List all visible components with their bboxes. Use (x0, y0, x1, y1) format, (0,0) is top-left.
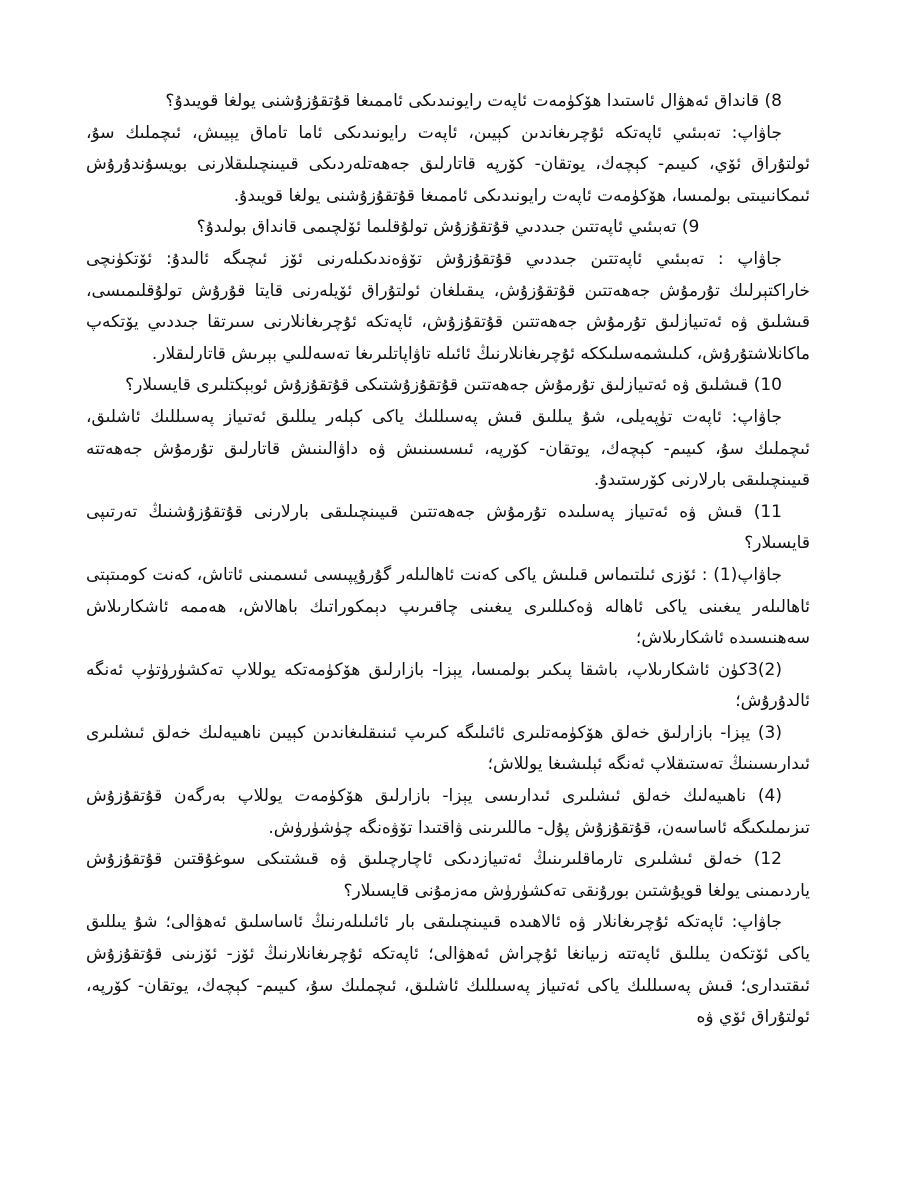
answer-10: جاۋاپ: ئاپەت تۈپەيلى، شۇ يىللىق قىش پەسىللىك ياكى كېلەر يىللىق ئەتىياز پەسىللىك ئاشلىق، ئىچملىك سۇ، كىيىم- كېچەك، يوتقان- كۆرپە، ئىسسىنىش ۋە داۋالىنىش قاتارلىق تۇرمۇش جەھەتتە قىيىنچىلىقى بارلارنى كۆرستىدۇ. (86, 406, 810, 491)
question-10: 10) قىشلىق ۋە ئەتىيازلىق تۇرمۇش جەھەتتىن قۇتقۇزۇشتىكى قۇتقۇزۇش ئوبېكتلىرى قايسىلار؟ (125, 375, 782, 396)
answer-11-step-3: (3) يېزا- بازارلىق خەلق ھۆكۈمەتلىرى ئائىلىگە كىرىپ ئىنىقلىغاندىن كېيىن ناھىيەلىك خەلق ئىشلىرى ئىدارىسىنىڭ تەستىقلاپ ئەنگە ئېلىشىغا يوللاش؛ (86, 722, 810, 775)
answer-8: جاۋاپ: تەبىئىي ئاپەتكە ئۇچرىغاندىن كېيىن، ئاپەت رايونىدىكى ئاما تاماق يېيىش، ئىچملىك سۇ، ئولتۇراق ئۆي، كىيىم- كېچەك، يوتقان- كۆرپە قاتارلىق جەھەتلەردىكى قىيىنچىلىقلارنى بويسۇندۇرۇش ئىمكانىيىتى بولمىسا، ھۆكۈمەت ئاپەت رايونىدىكى ئاممىغا قۇتقۇزۇشنى يولغا قويىدۇ. (86, 122, 810, 206)
question-12: 12) خەلق ئىشلىرى تارماقلىرىنىڭ ئەتىيازدىكى ئاچارچىلىق ۋە قىشتىكى سوغۇقتىن قۇتقۇزۇش ياردىمىنى يولغا قويۇشتىن بورۇنقى تەكشۈرۈش مەزمۇنى قايسىلار؟ (86, 849, 810, 901)
answer-11-step-2: (2)3كۈن ئاشكارىلاپ، باشقا پىكىر بولمىسا، يېزا- بازارلىق ھۆكۈمەتكە يوللاپ تەكشۈرۈتۈپ ئەنگە ئالدۇرۇش؛ (86, 659, 810, 712)
answer-9: جاۋاپ : تەبىئىي ئاپەتتىن جىددىي قۇتقۇزۇش تۆۋەندىكىلەرنى ئۆز ئىچىگە ئالىدۇ: ئۆتكۈنچى خاراكتېرلىك تۇرمۇش جەھەتتىن قۇتقۇزۇش، يىقىلغان ئولتۇراق ئۆيلەرنى قايتا قۇرۇش تولۇقلىمىسى، قىشلىق ۋە ئەتىيازلىق تۇرمۇش جەھەتتىن قۇتقۇزۇش، ئاپەتكە ئۇچرىغانلارنى سىرتقا جىددىي يۆتكەپ ماكانلاشتۇرۇش، كىلىشمەسلىككە ئۇچرىغانلارنىڭ ئائىلە تاۋاپاتلىرىغا تەسەللىي بېرىش قاتارلىقلار. (86, 248, 810, 364)
question-8: 8) قانداق ئەھۋال ئاستىدا ھۆكۈمەت ئاپەت رايونىدىكى ئاممىغا قۇتقۇزۇشنى يولغا قويىدۇ؟ (165, 91, 782, 111)
answer-11-step-4: (4) ناھىيەلىك خەلق ئىشلىرى ئىدارىسى يېزا- بازارلىق ھۆكۈمەت يوللاپ بەرگەن قۇتقۇزۇش تىزىملىكىگە ئاساسەن، قۇتقۇزۇش پۇل- ماللىرىنى ۋاقتىدا تۆۋەنگە چۈشۈرۈش. (86, 786, 810, 838)
question-9: 9) تەبىئىي ئاپەتتىن جىددىي قۇتقۇزۇش تولۇقلىما ئۆلچىمى قانداق بولىدۇ؟ (196, 217, 700, 238)
question-11: 11) قىش ۋە ئەتىياز پەسلىدە تۇرمۇش جەھەتتىن قىيىنچىلىقى بارلارنى قۇتقۇزۇشنىڭ تەرتىپى قايسىلار؟ (86, 501, 810, 554)
answer-11-step-1: جاۋاپ(1) : ئۆزى ئىلتىماس قىلىش ياكى كەنت ئاھالىلەر گۇرۇپپىسى ئىسمىنى ئاتاش، كەنت كومىتېتى ئاھالىلەر يىغىنى ياكى ئاھالە ۋەكىللىرى يىغىنى چاقىرىپ دېمكوراتىك باھالاش، ھەممە ئاشكارىلاش سەھنىسىدە ئاشكارىلاش؛ (86, 564, 810, 649)
answer-12: جاۋاپ: ئاپەتكە ئۇچرىغانلار ۋە ئالاھىدە قىيىنچىلىقى بار ئائىلىلەرنىڭ ئاساسلىق ئەھۋالى؛ شۇ يىللىق ياكى ئۆتكەن يىللىق ئاپەتتە زىيانغا ئۇچراش ئەھۋالى؛ ئاپەتكە ئۇچرىغانلارنىڭ ئۆز- ئۆزىنى قۇتقۇزۇش ئىقتىدارى؛ قىش پەسىللىك ياكى ئەتىياز پەسىللىك ئاشلىق، ئىچملىك سۇ، كىيىم- كېچەك، يوتقان- كۆرپە، ئولتۇراق ئۆي ۋە (86, 912, 810, 1028)
